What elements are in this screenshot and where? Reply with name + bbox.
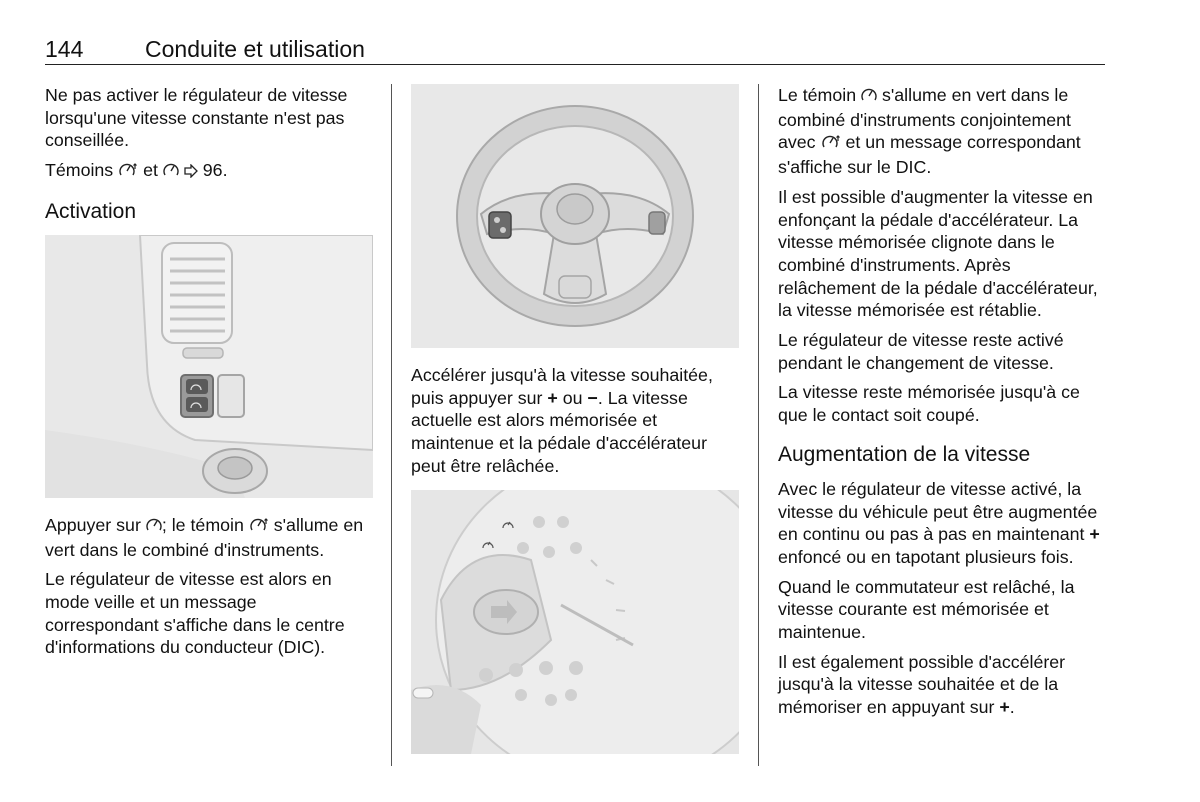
paragraph-standby-mode: Le régulateur de vitesse est alors en mode veille et un message correspondant s'affiche dans le centre d'informations du conducteur (DIC). bbox=[45, 569, 345, 658]
paragraph-indicator-green: Le témoin s'allume en vert dans le combiné d'instruments conjointement avec et un message correspondant s'affiche sur le DIC. bbox=[778, 85, 1081, 178]
paragraph-warning: Ne pas activer le régulateur de vitesse lorsqu'une vitesse constante n'est pas conseillée. bbox=[45, 85, 348, 151]
paragraph-gear-change: Le régulateur de vitesse reste activé pendant le changement de vitesse. bbox=[778, 330, 1064, 373]
column-3 bbox=[778, 84, 1108, 726]
paragraph-indicators: Témoins et 96. bbox=[45, 159, 375, 184]
column-1 bbox=[45, 84, 375, 666]
paragraph-memory: La vitesse reste mémorisée jusqu'à ce que le contact soit coupé. bbox=[778, 382, 1080, 426]
cruise-control-standby-icon bbox=[163, 161, 179, 184]
figure-instrument-cluster bbox=[411, 490, 739, 754]
plus-symbol: + bbox=[999, 697, 1010, 718]
paragraph-activation: Appuyer sur ; le témoin s'allume en vert dans le combiné d'instruments. bbox=[45, 514, 364, 560]
section-title: Conduite et utilisation bbox=[145, 36, 365, 62]
plus-symbol: + bbox=[547, 387, 558, 408]
paragraph-increase-continuous: Avec le régulateur de vitesse activé, la vitesse du véhicule peut être augmentée en continu ou pas à pas en maintenant + enfoncé ou en tapotant plusieurs fois. bbox=[778, 478, 1100, 567]
paragraph-accelerate: Il est possible d'augmenter la vitesse en enfonçant la pédale d'accélérateur. La vitesse mémorisée clignote dans le combiné d'instruments. Après relâchement de la pédale d'accélérateur, la vitesse mémorisée est rétablie. bbox=[778, 186, 1098, 321]
paragraph-set-speed: Accélérer jusqu'à la vitesse souhaitée, puis appuyer sur + ou −. La vitesse actuelle est alors mémorisée et maintenue et la pédale d'accélérateur peut être relâchée. bbox=[411, 365, 713, 476]
page-reference[interactable]: 96. bbox=[202, 160, 228, 181]
cruise-control-active-icon bbox=[249, 516, 269, 539]
cruise-control-standby-icon bbox=[861, 86, 877, 109]
heading-speed-increase: Augmentation de la vitesse bbox=[778, 442, 1031, 466]
plus-symbol: + bbox=[1089, 524, 1100, 545]
cruise-control-standby-icon bbox=[146, 516, 162, 539]
page-reference-arrow-icon bbox=[184, 161, 198, 184]
paragraph-accelerate-store: Il est également possible d'accélérer jusqu'à la vitesse souhaitée et de la mémoriser en appuyant sur +. bbox=[778, 651, 1066, 718]
cruise-control-active-icon bbox=[821, 133, 841, 156]
cruise-control-active-icon bbox=[118, 161, 138, 184]
heading-activation: Activation bbox=[45, 199, 137, 223]
figure-dashboard-switch bbox=[45, 235, 373, 498]
minus-symbol: − bbox=[587, 387, 598, 408]
column-divider-1 bbox=[391, 84, 392, 766]
page-header bbox=[45, 34, 1105, 65]
column-divider-2 bbox=[758, 84, 759, 766]
column-2 bbox=[411, 84, 741, 754]
paragraph-release: Quand le commutateur est relâché, la vitesse courante est mémorisée et maintenue. bbox=[778, 576, 1075, 643]
page-number: 144 bbox=[45, 36, 84, 62]
figure-steering-wheel bbox=[411, 84, 739, 348]
